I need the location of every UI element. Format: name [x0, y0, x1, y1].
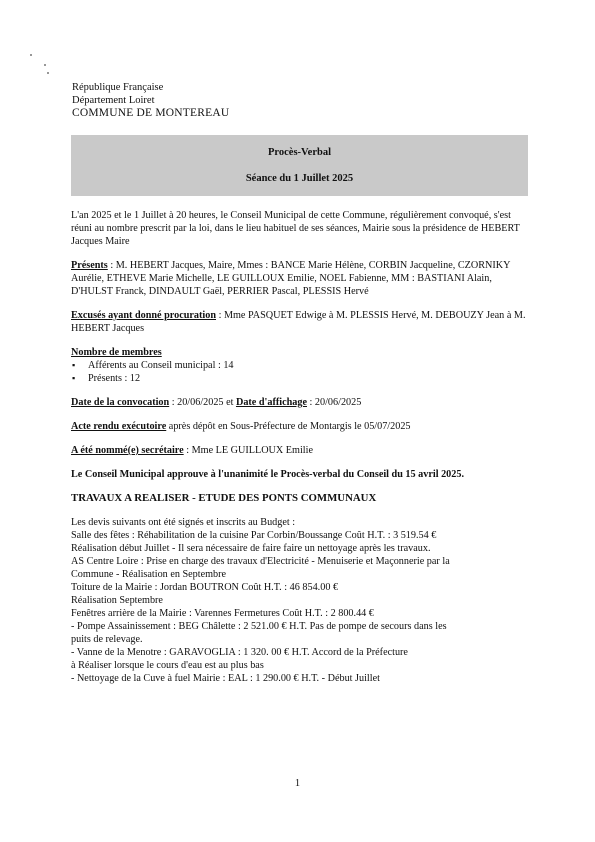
scan-speck [30, 54, 32, 56]
document-header [72, 81, 229, 120]
scan-specks [30, 50, 50, 80]
travaux-line: Réalisation Septembre [71, 595, 163, 606]
presents-label: Présents [71, 260, 108, 271]
travaux-list [71, 516, 531, 685]
secretaire-text: : Mme LE GUILLOUX Emilie [183, 445, 313, 456]
members-list [71, 359, 531, 385]
acte-text: après dépôt en Sous-Préfecture de Montargis le 05/07/2025 [166, 421, 411, 432]
excuses-text: : Mme PASQUET Edwige à M. PLESSIS Hervé, M. DEBOUZY Jean à M. HEBERT Jacques [71, 310, 526, 334]
affichage-label: Date d'affichage [235, 397, 307, 408]
approval-statement: Le Conseil Municipal approuve à l'unanimité le Procès-verbal du Conseil du 15 avril 2025. [71, 469, 464, 480]
convocation-label: Date de la convocation [71, 397, 170, 408]
travaux-line: - Vanne de la Menotre : GARAVOGLIA : 1 320. 00 € H.T. Accord de la Préfecture [71, 647, 408, 658]
travaux-line: Salle des fêtes : Réhabilitation de la cuisine Par Corbin/Boussange Coût H.T. : 3 519.54 € [71, 530, 437, 541]
travaux-line: puits de relevage. [71, 634, 143, 645]
document-title: Procès-Verbal [268, 147, 331, 158]
secretaire-label: A été nommé(e) secrétaire [71, 445, 184, 456]
travaux-line: - Nettoyage de la Cuve à fuel Mairie : EAL : 1 290.00 € H.T. - Début Juillet [71, 673, 380, 684]
acte-label: Acte rendu exécutoire [71, 421, 167, 432]
affichage-value: : 20/06/2025 [306, 397, 362, 408]
list-item: ▪ Présents : 12 [71, 372, 531, 385]
section-title: TRAVAUX A REALISER - ETUDE DES PONTS COMMUNAUX [71, 492, 377, 504]
scan-speck [44, 64, 46, 66]
convocation-value: : 20/06/2025 et [169, 397, 236, 408]
travaux-line: Les devis suivants ont été signés et inscrits au Budget : [71, 517, 296, 528]
travaux-line: Toiture de la Mairie : Jordan BOUTRON Coût H.T. : 46 854.00 € [71, 582, 339, 593]
travaux-line: Commune - Réalisation en Septembre [71, 569, 227, 580]
department-label: Département Loiret [72, 95, 155, 106]
list-item: ▪ Afférents au Conseil municipal : 14 [71, 359, 531, 372]
document-body [71, 209, 531, 685]
excuses-paragraph [71, 309, 531, 335]
title-banner [71, 135, 528, 196]
commune-label: COMMUNE DE MONTEREAU [72, 107, 230, 119]
page-number: 1 [294, 778, 301, 789]
travaux-line: Fenêtres arrière de la Mairie : Varennes Fermetures Coût H.T. : 2 800.44 € [71, 608, 374, 619]
travaux-line: à Réaliser lorsque le cours d'eau est au plus bas [71, 660, 264, 671]
acte-paragraph [71, 420, 531, 433]
travaux-line: - Pompe Assainissement : BEG Châlette : 2 521.00 € H.T. Pas de pompe de secours dans les [71, 621, 447, 632]
republic-label: République Française [72, 82, 164, 93]
session-date: Séance du 1 Juillet 2025 [245, 173, 354, 184]
presents-text: : M. HEBERT Jacques, Maire, Mmes : BANCE Marie Hélène, CORBIN Jacqueline, CZORNIKY Aurélie, ETHEVE Marie Michelle, LE GUILLOUX Emilie, NOEL Fabienne, MM : BASTIANI Alain, D'HULST Franck, DINDAULT Gaël, PERRIER Pascal, PLESSIS Hervé [71, 260, 511, 297]
travaux-line: Réalisation début Juillet - Il sera nécessaire de faire faire un nettoyage après les travaux. [71, 543, 431, 554]
members-heading: Nombre de membres [71, 347, 162, 358]
secretaire-paragraph [71, 444, 531, 457]
dates-paragraph [71, 396, 531, 409]
scan-speck [47, 72, 49, 74]
presents-paragraph [71, 259, 531, 298]
excuses-label: Excusés ayant donné procuration [71, 310, 217, 321]
intro-paragraph: L'an 2025 et le 1 Juillet à 20 heures, le Conseil Municipal de cette Commune, régulièrement convoqué, s'est réuni au nombre prescrit par la loi, dans le lieu habituel de ses séances, Mairie sous la présidence de HEBERT Jacques Maire [71, 210, 520, 247]
travaux-line: AS Centre Loire : Prise en charge des travaux d'Electricité - Menuiserie et Maçonnerie par la [71, 556, 450, 567]
